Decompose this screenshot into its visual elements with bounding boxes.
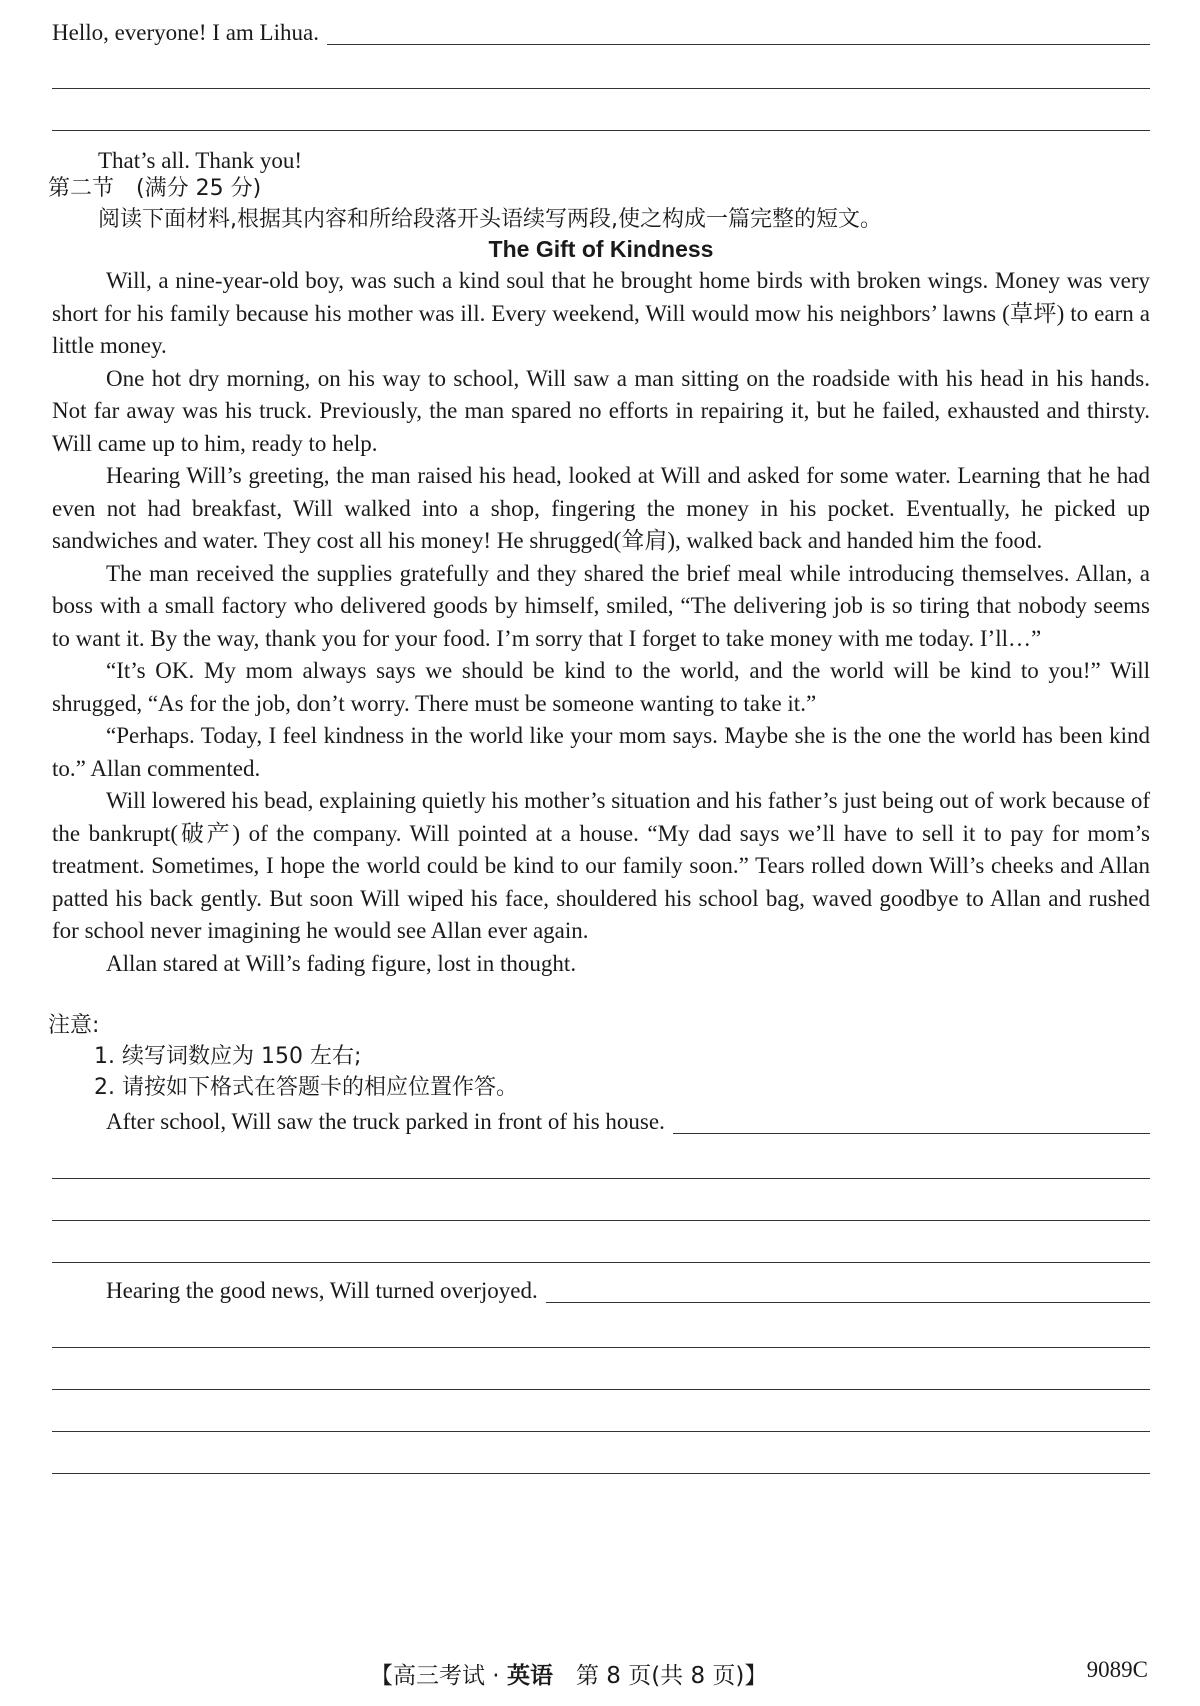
section-heading: 第二节 (满分 25 分) bbox=[48, 176, 262, 201]
story-paragraph: Will lowered his bead, explaining quietly his mother’s situation and his father’s just being out of work because of the bankrupt(破产) of the company. Will pointed at a house. “My dad says we’ll have to sell it to pay for mom’s treatment. Sometimes, I hope the world could be kind to our family soon.” Tears rolled down Will’s cheeks and Allan patted his back gently. But soon Will wiped his face, shouldered his school bag, waved goodbye to Allan and rushed for school never imagining he would see Allan ever again. bbox=[52, 788, 1150, 943]
opening-line bbox=[0, 18, 1150, 48]
answer-line[interactable] bbox=[52, 1220, 1150, 1221]
continuation-second-line bbox=[52, 1276, 1150, 1306]
notes bbox=[48, 1010, 1150, 1103]
footer-page: 第 8 页(共 8 页) bbox=[552, 1663, 745, 1689]
answer-line[interactable] bbox=[52, 88, 1150, 89]
footer-exam: 高三考试 · bbox=[393, 1663, 507, 1689]
footer-bracket-open: 【 bbox=[370, 1663, 393, 1689]
writing-task-top bbox=[52, 18, 1150, 48]
story-paragraph: Will, a nine-year-old boy, was such a kind soul that he brought home birds with broken wings. Money was very short for his family because his mother was ill. Every weekend, Will would mow his neighbors’ lawns (草坪) to earn a little money. bbox=[52, 268, 1150, 358]
continuation-second-text: Hearing the good news, Will turned overjoyed. bbox=[106, 1278, 538, 1303]
story-paragraph: One hot dry morning, on his way to school, Will saw a man sitting on the roadside with his head in his hands. Not far away was his truck. Previously, the man spared no efforts in repairing it, but he failed, exhausted and thirsty. Will came up to him, ready to help. bbox=[52, 365, 1150, 456]
section-instruction: 阅读下面材料,根据其内容和所给段落开头语续写两段,使之构成一篇完整的短文。 bbox=[98, 207, 882, 232]
opening-text: Hello, everyone! I am Lihua. bbox=[52, 20, 319, 45]
answer-line[interactable] bbox=[52, 1262, 1150, 1263]
story bbox=[52, 233, 1150, 980]
story-paragraph: Hearing Will’s greeting, the man raised his head, looked at Will and asked for some water. Learning that he had even not had breakfast, Will walked into a shop, fingering the money in his pocket. Eventually, he picked up sandwiches and water. They cost all his money! He shrugged(耸肩), walked back and handed him the food. bbox=[52, 463, 1150, 553]
answer-line[interactable] bbox=[52, 1178, 1150, 1179]
notes-heading: 注意: bbox=[48, 1013, 100, 1038]
answer-line[interactable] bbox=[52, 1347, 1150, 1348]
note-item: 1. 续写词数应为 150 左右; bbox=[94, 1044, 362, 1069]
footer-label bbox=[370, 1657, 767, 1690]
answer-line[interactable] bbox=[52, 1389, 1150, 1390]
paper-code: 9089C bbox=[1086, 1657, 1148, 1682]
answer-line[interactable] bbox=[52, 1431, 1150, 1432]
footer-subject: 英语 bbox=[506, 1663, 553, 1689]
continuation-first-line bbox=[52, 1107, 1150, 1137]
answer-line[interactable] bbox=[52, 1473, 1150, 1474]
continuation-first-text: After school, Will saw the truck parked in front of his house. bbox=[106, 1109, 665, 1134]
note-item: 2. 请按如下格式在答题卡的相应位置作答。 bbox=[94, 1075, 518, 1100]
answer-blank[interactable] bbox=[673, 1107, 1150, 1134]
closing-text: That’s all. Thank you! bbox=[98, 148, 302, 173]
story-paragraph: The man received the supplies gratefully and they shared the brief meal while introducing themselves. Allan, a boss with a small factory who delivered goods by himself, smiled, “The delivering job is so tiring that nobody seems to want it. By the way, thank you for your food. I’m sorry that I forget to take money with me today. I’ll…” bbox=[52, 560, 1150, 651]
story-paragraph: Allan stared at Will’s fading figure, lost in thought. bbox=[106, 950, 577, 976]
story-paragraph: “It’s OK. My mom always says we should be kind to the world, and the world will be kind to you!” Will shrugged, “As for the job, don’t worry. There must be someone wanting to take it.” bbox=[52, 658, 1150, 716]
story-paragraph: “Perhaps. Today, I feel kindness in the world like your mom says. Maybe she is the one the world has been kind to.” Allan commented. bbox=[52, 723, 1150, 781]
story-title: The Gift of Kindness bbox=[488, 236, 714, 262]
answer-blank[interactable] bbox=[546, 1276, 1150, 1303]
footer-bracket-close: 】 bbox=[744, 1663, 768, 1689]
answer-line[interactable] bbox=[52, 130, 1150, 131]
answer-blank[interactable] bbox=[327, 18, 1150, 45]
